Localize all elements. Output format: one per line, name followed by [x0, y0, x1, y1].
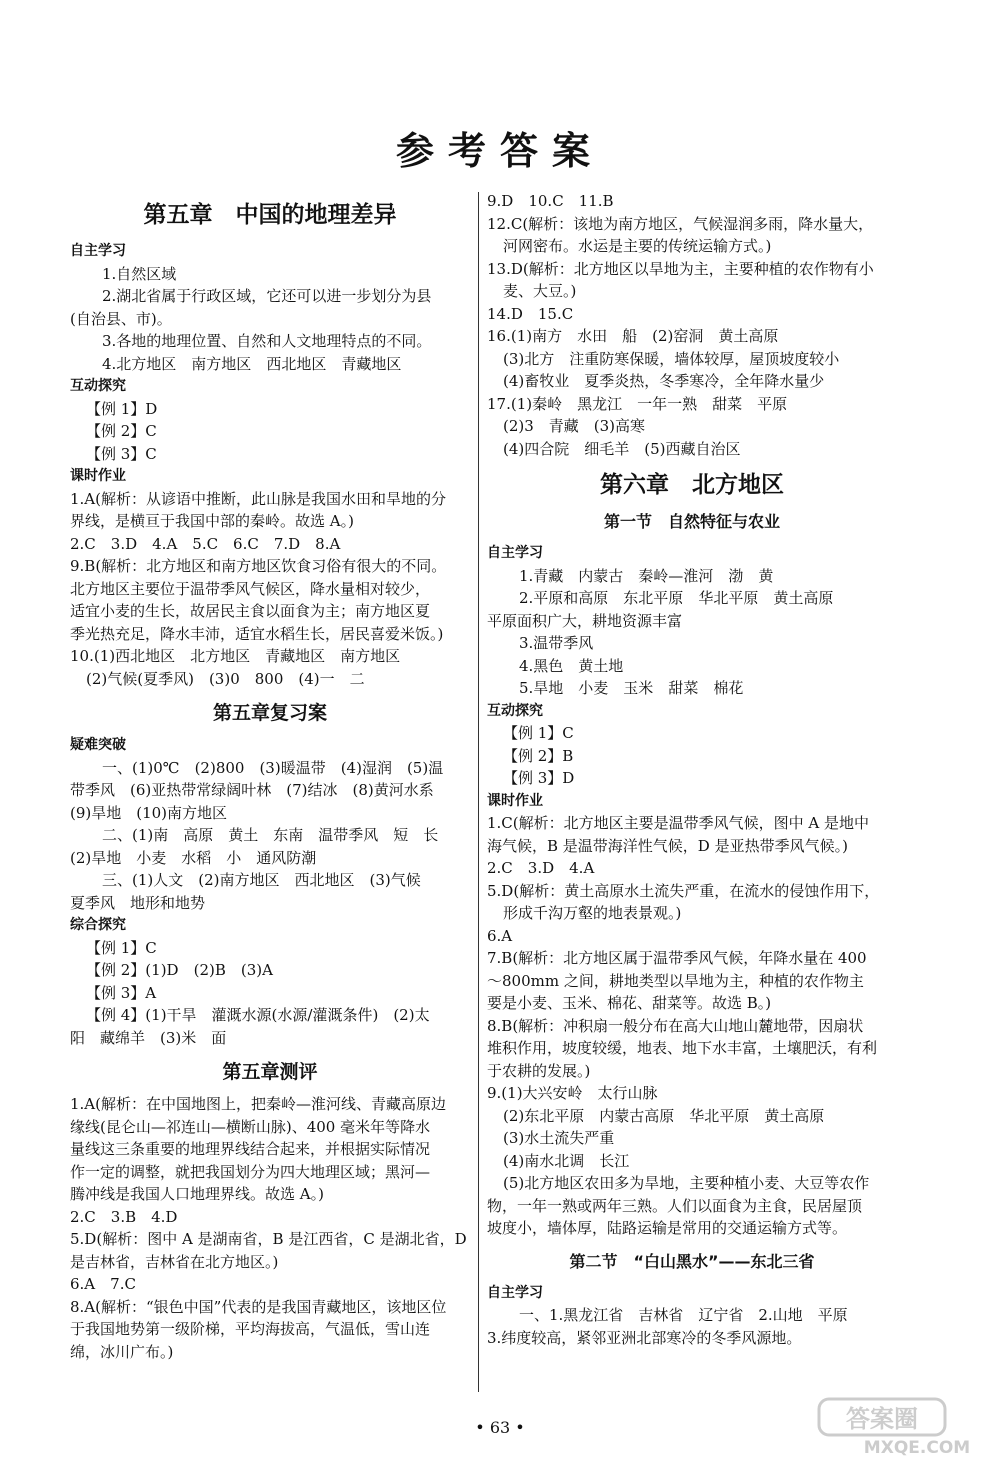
- answer-line: 【例 1】D: [86, 399, 158, 418]
- answer-line: 绵，冰川广布。): [70, 1342, 174, 1361]
- answer-line: 9.B(解析：北方地区和南方地区饮食习俗有很大的不同。: [70, 557, 447, 575]
- answer-line: 【例 4】(1)干旱 灌溉水源(水源/灌溉条件) (2)太: [86, 1006, 430, 1024]
- answer-line: (2)3 青藏 (3)高寒: [503, 417, 646, 435]
- section-heading: 第五章测评: [222, 1061, 318, 1083]
- answer-line: 13.D(解析：北方地区以旱地为主，主要种植的农作物有小: [487, 259, 874, 278]
- column-divider: [478, 192, 479, 1392]
- answer-line: 2.C 3.B 4.D: [70, 1207, 178, 1226]
- page-title: 参考答案: [395, 128, 604, 173]
- subheading: 自主学习: [487, 545, 543, 561]
- answer-line: (自治县、市)。: [70, 309, 172, 328]
- answer-line: 于我国地势第一级阶梯，平均海拔高，气温低，雪山连: [70, 1320, 431, 1338]
- subsection-heading: 第二节 “白山黑水”——东北三省: [569, 1251, 815, 1271]
- answer-line: 8.B(解析：冲积扇一般分布在高大山地山麓地带，因扇状: [487, 1016, 864, 1035]
- answer-line: 4.黑色 黄土地: [519, 656, 624, 675]
- subheading: 疑难突破: [70, 737, 126, 753]
- answer-line: 8.A(解析：“银色中国”代表的是我国青藏地区，该地区位: [70, 1297, 447, 1316]
- answer-line: 平原面积广大，耕地资源丰富: [487, 611, 683, 630]
- answer-line: 17.(1)秦岭 黑龙江 一年一熟 甜菜 平原: [487, 394, 788, 413]
- answer-line: 7.B(解析：北方地区属于温带季风气候，年降水量在 400: [487, 949, 867, 967]
- answer-line: 3.温带季风: [519, 634, 594, 652]
- subheading: 互动探究: [70, 378, 126, 394]
- subheading: 课时作业: [70, 468, 126, 484]
- answer-line: (4)畜牧业 夏季炎热，冬季寒冷，全年降水量少: [503, 372, 825, 390]
- subheading: 综合探究: [70, 917, 126, 933]
- answer-line: 6.A 7.C: [70, 1275, 136, 1293]
- answer-line: 带季风 (6)亚热带常绿阔叶林 (7)结冰 (8)黄河水系: [70, 781, 434, 799]
- answer-line: 10.(1)西北地区 北方地区 青藏地区 南方地区: [70, 647, 401, 665]
- answer-line: 1.青藏 内蒙古 秦岭—淮河 渤 黄: [519, 566, 774, 585]
- answer-line: 物，一年一熟或两年三熟。人们以面食为主食，民居屋顶: [487, 1196, 863, 1215]
- answer-line: 腾冲线是我国人口地理界线。故选 A。): [70, 1185, 324, 1203]
- answer-line: (9)旱地 (10)南方地区: [70, 803, 228, 822]
- section-heading: 第五章复习案: [212, 702, 327, 724]
- answer-line: (3)北方 注重防寒保暖，墙体较厚，屋顶坡度较小: [503, 349, 840, 368]
- page-number: • 63 •: [475, 1418, 525, 1437]
- answer-line: 一、(1)0℃ (2)800 (3)暖温带 (4)湿润 (5)温: [102, 758, 444, 777]
- answer-line: 【例 2】C: [86, 422, 157, 440]
- answer-line: 二、(1)南 高原 黄土 东南 温带季风 短 长: [102, 826, 439, 844]
- subsection-heading: 第一节 自然特征与农业: [603, 512, 780, 531]
- answer-line: 夏季风 地形和地势: [70, 893, 206, 912]
- answer-line: 量线这三条重要的地理界线结合起来，并根据实际情况: [70, 1140, 431, 1158]
- answer-line: 【例 3】A: [86, 983, 157, 1002]
- answer-line: 【例 1】C: [503, 724, 574, 742]
- right-column: [487, 190, 897, 1349]
- answer-line: (4)南水北调 长江: [503, 1151, 630, 1170]
- answer-line: 季光热充足，降水丰沛，适宜水稻生长，居民喜爱米饭。): [70, 624, 444, 643]
- answer-line: 是吉林省，吉林省在北方地区。): [70, 1252, 279, 1271]
- answer-line: 形成千沟万壑的地表景观。): [503, 904, 682, 922]
- answer-line: 要是小麦、玉米、棉花、甜菜等。故选 B。): [487, 994, 772, 1012]
- answer-line: 9.(1)大兴安岭 太行山脉: [487, 1084, 658, 1102]
- answer-line: ～800mm 之间，耕地类型以旱地为主，种植的农作物主: [487, 971, 864, 990]
- answer-line: 4.北方地区 南方地区 西北地区 青藏地区: [102, 354, 402, 373]
- answer-line: 【例 2】B: [503, 746, 574, 765]
- answer-line: 缘线(昆仑山—祁连山—横断山脉)、400 毫米年等降水: [70, 1117, 431, 1136]
- subheading: 互动探究: [487, 702, 543, 719]
- answer-line: 14.D 15.C: [487, 304, 574, 323]
- answer-line: 北方地区主要位于温带季风气候区，降水量相对较少，: [70, 579, 431, 598]
- answer-line: (2)东北平原 内蒙古高原 华北平原 黄土高原: [503, 1106, 825, 1125]
- answer-line: 2.湖北省属于行政区域，它还可以进一步划分为县: [102, 287, 432, 305]
- answer-line: 【例 3】D: [503, 769, 575, 787]
- answer-line: 2.平原和高原 东北平原 华北平原 黄土高原: [519, 589, 834, 607]
- answer-line: 【例 2】(1)D (2)B (3)A: [86, 961, 273, 979]
- answer-line: 5.D(解析：黄土高原水土流失严重，在流水的侵蚀作用下，: [487, 881, 880, 900]
- answer-line: 5.D(解析：图中 A 是湖南省，B 是江西省，C 是湖北省，D: [70, 1230, 467, 1248]
- answer-line: 一、1.黑龙江省 吉林省 辽宁省 2.山地 平原: [519, 1306, 848, 1324]
- answer-line: 坡度小，墙体厚，陆路运输是常用的交通运输方式等。: [487, 1219, 848, 1237]
- chapter-heading: 第五章 中国的地理差异: [143, 202, 397, 228]
- answer-line: 堆积作用，坡度较缓，地表、地下水丰富，土壤肥沃，有利: [487, 1039, 878, 1057]
- answer-line: 9.D 10.C 11.B: [487, 192, 614, 210]
- answer-line: 1.A(解析：在中国地图上，把秦岭—淮河线、青藏高原边: [70, 1095, 446, 1113]
- answer-line: 三、(1)人文 (2)南方地区 西北地区 (3)气候: [102, 871, 421, 889]
- answer-line: 1.自然区域: [102, 264, 177, 283]
- left-column: [70, 190, 470, 1363]
- answer-line: 界线，是横亘于我国中部的秦岭。故选 A。): [70, 512, 354, 530]
- answer-line: (5)北方地区农田多为旱地，主要种植小麦、大豆等农作: [503, 1174, 870, 1192]
- answer-line: 12.C(解析：该地为南方地区，气候湿润多雨，降水量大，: [487, 214, 874, 233]
- answer-line: 5.旱地 小麦 玉米 甜菜 棉花: [519, 679, 744, 697]
- subheading: 自主学习: [70, 243, 126, 259]
- chapter-heading: 第六章 北方地区: [600, 472, 784, 498]
- answer-line: 3.纬度较高，紧邻亚洲北部寒冷的冬季风源地。: [487, 1328, 802, 1347]
- answer-line: 16.(1)南方 水田 船 (2)窑洞 黄土高原: [487, 327, 779, 345]
- answer-line: (2)气候(夏季风) (3)0 800 (4)一 二: [86, 669, 365, 688]
- answer-line: 6.A: [487, 926, 513, 945]
- watermark-logo: [817, 1395, 982, 1457]
- answer-line: 2.C 3.D 4.A 5.C 6.C 7.D 8.A: [70, 534, 341, 553]
- answer-line: 阳 藏绵羊 (3)米 面: [70, 1028, 227, 1047]
- answer-line: 【例 3】C: [86, 444, 157, 463]
- answer-line: 适宜小麦的生长，故居民主食以面食为主；南方地区夏: [70, 602, 431, 620]
- answer-line: 3.各地的地理位置、自然和人文地理特点的不同。: [102, 332, 432, 350]
- answer-line: 【例 1】C: [86, 938, 157, 957]
- answer-line: 作一定的调整，就把我国划分为四大地理区域；黑河—: [70, 1162, 431, 1181]
- subheading: 课时作业: [487, 792, 543, 809]
- answer-line: 2.C 3.D 4.A: [487, 859, 595, 877]
- watermark-text: 答案圈: [846, 1405, 918, 1433]
- answer-line: 河网密布。水运是主要的传统运输方式。): [503, 237, 772, 255]
- answer-line: (4)四合院 细毛羊 (5)西藏自治区: [503, 439, 741, 458]
- answer-line: 1.C(解析：北方地区主要是温带季风气候，图中 A 是地中: [487, 814, 870, 832]
- answer-line: 麦、大豆。): [503, 282, 577, 300]
- answer-line: 海气候，B 是温带海洋性气候，D 是亚热带季风气候。): [487, 836, 848, 855]
- answer-line: 于农耕的发展。): [487, 1061, 591, 1080]
- answer-line: (2)旱地 小麦 水稻 小 通风防潮: [70, 848, 317, 867]
- answer-line: 1.A(解析：从谚语中推断，此山脉是我国水田和旱地的分: [70, 489, 446, 508]
- answer-line: (3)水土流失严重: [503, 1129, 615, 1147]
- watermark-url: MXQE.COM: [863, 1438, 971, 1457]
- subheading: 自主学习: [487, 1284, 543, 1301]
